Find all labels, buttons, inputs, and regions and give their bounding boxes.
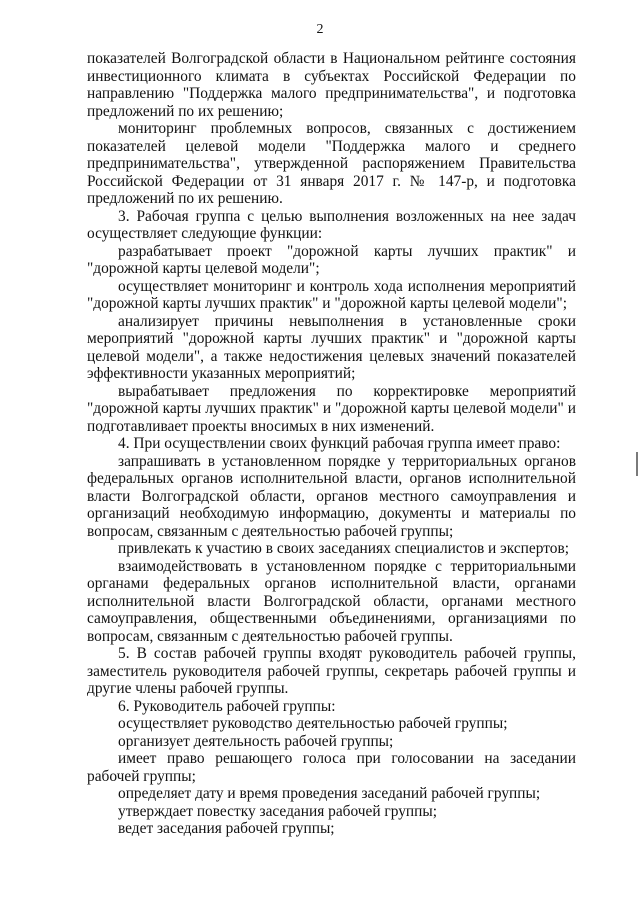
paragraph: разрабатывает проект "дорожной карты лучших практик" и "дорожной карты целевой модели"; xyxy=(87,242,576,277)
document-body xyxy=(87,50,576,838)
paragraph: имеет право решающего голоса при голосовании на заседании рабочей группы; xyxy=(87,750,576,785)
scan-edge-mark xyxy=(636,452,638,476)
paragraph-continuation: показателей Волгоградской области в Национальном рейтинге состояния инвестиционного климата в субъектах Российской Федерации по направлению "Поддержка малого предпринимательства", и подготовка предложений по их решению; xyxy=(87,50,576,120)
paragraph: организует деятельность рабочей группы; xyxy=(118,732,394,750)
paragraph: ведет заседания рабочей группы; xyxy=(118,820,335,837)
page-number: 2 xyxy=(316,22,324,37)
paragraph: анализирует причины невыполнения в установленные сроки мероприятий "дорожной карты лучших практик" и "дорожной карты целевой модели", а также недостижения целевых значений показателей эффективности указанных мероприятий; xyxy=(87,312,576,382)
paragraph: вырабатывает предложения по корректировке мероприятий "дорожной карты лучших практик" и "дорожной карты целевой модели" и подготавливает проекты вносимых в них изменений. xyxy=(87,382,576,435)
paragraph: привлекать к участию в своих заседаниях специалистов и экспертов; xyxy=(118,540,569,557)
paragraph: осуществляет руководство деятельностью рабочей группы; xyxy=(118,715,508,732)
paragraph: взаимодействовать в установленном порядке с территориальными органами федеральных органов исполнительной власти, органами исполнительной власти Волгоградской области, органами местного самоуправления, общественными объединениями, организациями по вопросам, связанным с деятельностью рабочей группы. xyxy=(87,557,576,645)
paragraph: определяет дату и время проведения заседаний рабочей группы; xyxy=(118,785,541,802)
paragraph: мониторинг проблемных вопросов, связанных с достижением показателей целевой модели "Поддержка малого и среднего предпринимательства", утвержденной распоряжением Правительства Российской Федерации от 31 января 2017 г. № 147-р, и подготовка предложений по их решению. xyxy=(87,120,576,207)
paragraph-clause-3: 3. Рабочая группа с целью выполнения возложенных на нее задач осуществляет следующие функции: xyxy=(87,207,576,242)
paragraph: запрашивать в установленном порядке у территориальных органов федеральных органов исполнительной власти, органов исполнительной власти Волгоградской области, органов местного самоуправления и организаций необходимую информацию, документы и материалы по вопросам, связанным с деятельностью рабочей группы; xyxy=(87,452,576,540)
paragraph-clause-6: 6. Руководитель рабочей группы: xyxy=(118,697,336,715)
paragraph-clause-5: 5. В состав рабочей группы входят руководитель рабочей группы, заместитель руководителя рабочей группы, секретарь рабочей группы и другие члены рабочей группы. xyxy=(87,645,576,697)
paragraph-clause-4: 4. При осуществлении своих функций рабочая группа имеет право: xyxy=(118,435,561,452)
paragraph: утверждает повестку заседания рабочей группы; xyxy=(118,802,438,820)
paragraph: осуществляет мониторинг и контроль хода исполнения мероприятий "дорожной карты лучших практик" и "дорожной карты целевой модели"; xyxy=(87,277,576,312)
